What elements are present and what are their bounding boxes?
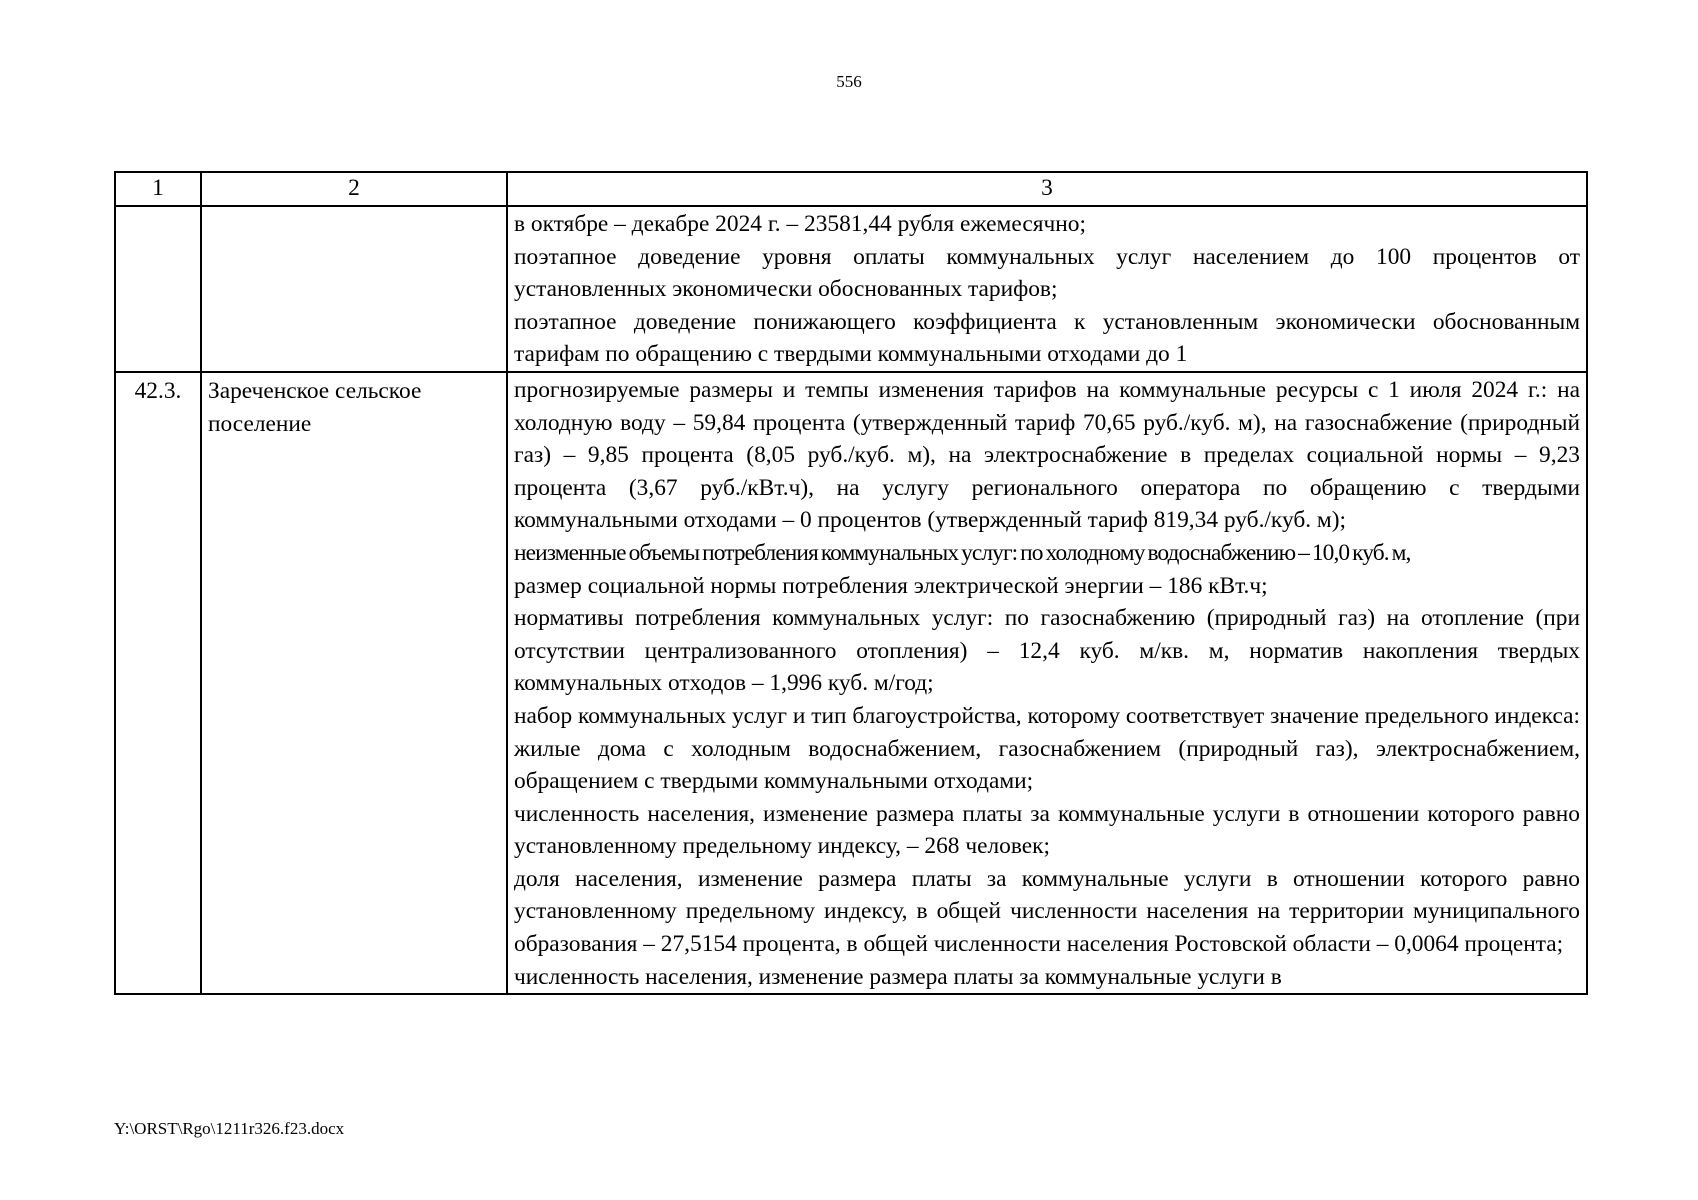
- table-header-row: [115, 172, 1587, 206]
- column-header-2: 2: [201, 172, 507, 206]
- tariff-table: [114, 171, 1588, 995]
- page-number: 556: [836, 72, 862, 91]
- settlement-name: Зареченское сельское поселение: [201, 372, 507, 994]
- text-paragraph: нормативы потребления коммунальных услуг: по газоснабжению (природный газ) на отопление (при отсутствии централизованного отопления) – 12,4 куб. м/кв. м, норматив накопления твердых коммунальных отходов – 1,996 куб. м/год;: [514, 605, 1580, 697]
- row-number: 42.3.: [115, 372, 201, 994]
- text-paragraph: численность населения, изменение размера платы за коммунальные услуги в: [514, 963, 1282, 990]
- empty-name-cell: [201, 206, 507, 372]
- text-paragraph: численность населения, изменение размера платы за коммунальные услуги в отношении которого равно установленному предельному индексу, – 268 человек;: [514, 800, 1580, 860]
- empty-number-cell: [115, 206, 201, 372]
- text-paragraph: прогнозируемые размеры и темпы изменения тарифов на коммунальные ресурсы с 1 июля 2024 г.: на холодную воду – 59,84 процента (утвержденный тариф 70,65 руб./куб. м), на газоснабжение (природный газ) – 9,85 процента (8,05 руб./куб. м), на электроснабжение в пределах социальной нормы – 9,23 процента (3,67 руб./кВт.ч), на услугу регионального оператора по обращению с твердыми коммунальными отходами – 0 процентов (утвержденный тариф 819,34 руб./куб. м);: [514, 376, 1580, 534]
- text-paragraph: в октябре – декабре 2024 г. – 23581,44 рубля ежемесячно;: [514, 211, 1086, 237]
- column-header-3: 3: [507, 172, 1587, 206]
- text-paragraph: поэтапное доведение уровня оплаты коммунальных услуг населением до 100 процентов от установленных экономически обоснованных тарифов;: [514, 243, 1580, 303]
- continuation-text-cell: [507, 206, 1587, 372]
- row-text-cell: [507, 372, 1587, 994]
- text-paragraph: поэтапное доведение понижающего коэффициента к установленным экономически обоснованным тарифам по обращению с твердыми коммунальными отходами до 1: [514, 308, 1580, 368]
- text-paragraph: доля населения, изменение размера платы за коммунальные услуги в отношении которого равно установленному предельному индексу, в общей численности населения на территории муниципального образования – 27,5154 процента, в общей численности населения Ростовской области – 0,0064 процента;: [514, 865, 1580, 958]
- text-paragraph: размер социальной нормы потребления электрической энергии – 186 кВт.ч;: [514, 572, 1268, 599]
- table-row-continuation: [115, 206, 1587, 372]
- text-paragraph: набор коммунальных услуг и тип благоустройства, которому соответствует значение предельного индекса: жилые дома с холодным водоснабжением, газоснабжением (природный газ), электроснабжением, обращением с твердыми коммунальными отходами;: [514, 702, 1581, 795]
- text-paragraph: неизменные объемы потребления коммунальных услуг: по холодному водоснабжению – 10,0 куб. м,: [514, 539, 1411, 566]
- table-row: [115, 372, 1587, 994]
- column-header-1: 1: [115, 172, 201, 206]
- file-path-footer: Y:\ORST\Rgo\1211r326.f23.docx: [114, 1119, 345, 1138]
